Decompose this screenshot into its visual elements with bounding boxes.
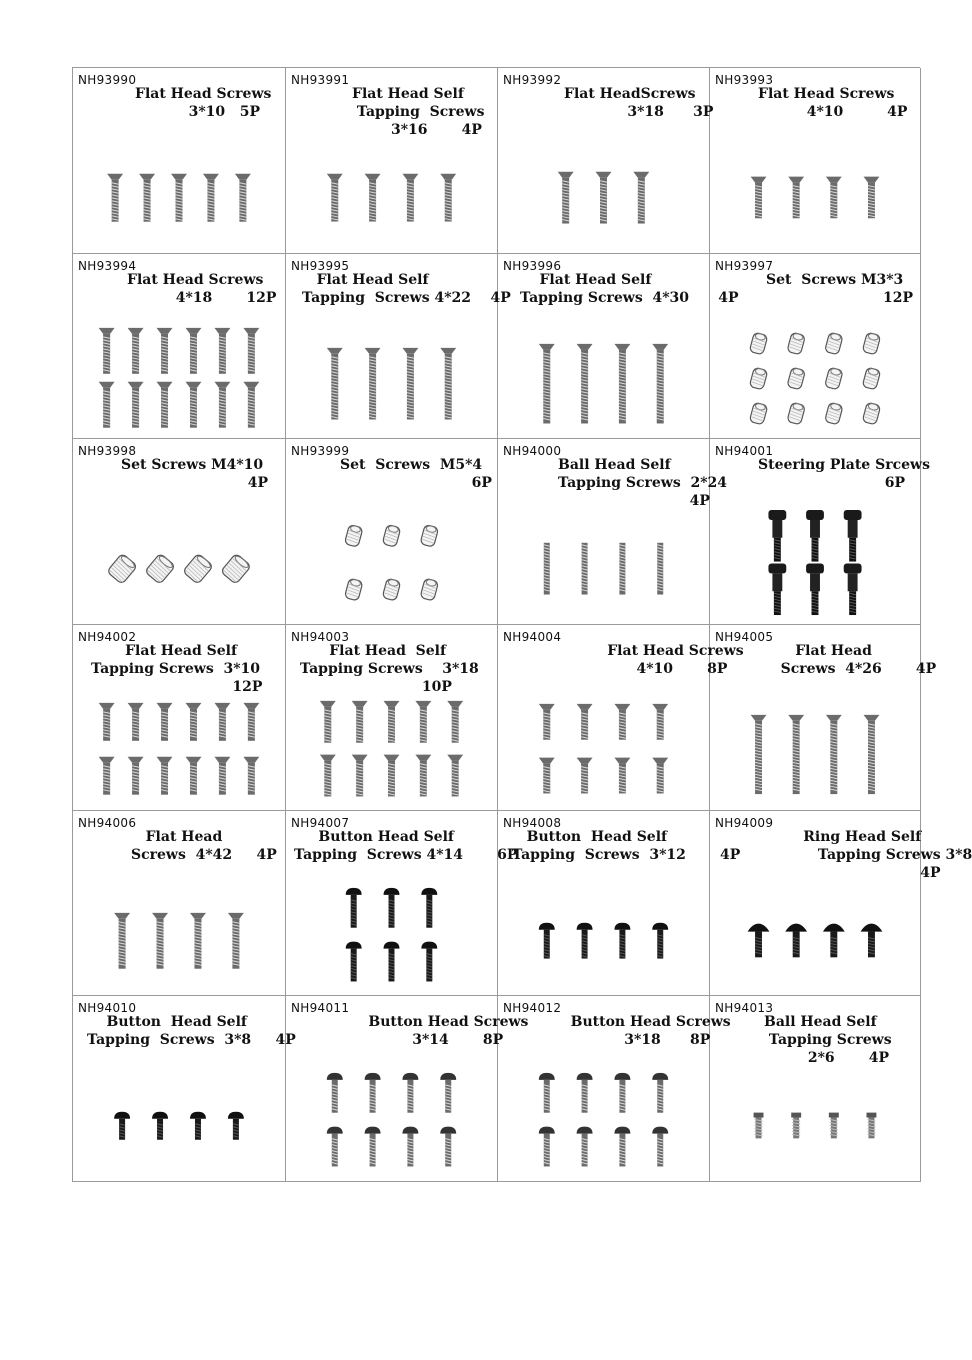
screw-icon: [327, 174, 343, 222]
part-title: Button Head Screws 3*14 8P: [368, 1014, 529, 1049]
screw-icon: [440, 347, 456, 419]
screw-icon: [787, 402, 806, 425]
screw-icon: [577, 344, 593, 424]
screw-icon: [402, 1127, 418, 1167]
screw-icon: [787, 332, 806, 355]
screw-icon: [862, 402, 881, 425]
part-code: NH94000: [503, 444, 562, 459]
screw-icon: [107, 554, 138, 585]
part-code: NH93997: [715, 258, 774, 273]
screw-icon: [440, 174, 456, 222]
screw-icon: [440, 1127, 456, 1167]
screw-icon: [749, 402, 768, 425]
screw-icon: [614, 344, 630, 424]
screw-icon: [384, 701, 400, 743]
part-cell: [73, 996, 296, 1182]
part-code: NH94012: [503, 1001, 562, 1016]
screw-icon: [384, 888, 400, 928]
part-title: Set Screws M5*4 6P: [340, 457, 492, 492]
screw-icon: [139, 174, 155, 222]
screw-icon: [214, 703, 230, 741]
part-cell: [286, 996, 529, 1182]
part-cell: [710, 439, 930, 625]
part-title: Flat Head Self Tapping Screws 3*18 10P: [300, 643, 479, 695]
part-code: NH94011: [291, 1001, 350, 1016]
screw-icon: [577, 704, 593, 740]
screw-icon: [862, 367, 881, 390]
screw-icon: [243, 703, 259, 741]
screw-icon: [402, 347, 418, 419]
part-cell: [73, 625, 286, 811]
screw-icon: [344, 525, 363, 548]
screw-icon: [421, 888, 437, 928]
part-cell: [710, 254, 921, 440]
screw-icon: [577, 1127, 593, 1167]
screw-icon: [190, 912, 206, 968]
part-cell: [73, 439, 286, 625]
screw-icon: [99, 703, 115, 741]
screw-icon: [152, 1112, 168, 1140]
part-code: NH94004: [503, 630, 562, 644]
screw-icon: [235, 174, 251, 222]
screw-icon: [826, 715, 842, 794]
screw-icon: [844, 510, 862, 562]
screw-icon: [862, 332, 881, 355]
screw-icon: [768, 510, 786, 562]
screw-icon: [861, 923, 883, 957]
screw-icon: [128, 703, 144, 741]
screw-icon: [619, 543, 625, 595]
part-title: Button Head Self Tapping Screws 3*12 4P: [512, 828, 741, 863]
screw-icon: [577, 1073, 593, 1113]
screw-icon: [539, 758, 555, 794]
screw-icon: [228, 912, 244, 968]
part-cell: [498, 439, 728, 625]
part-cell: [286, 68, 498, 254]
part-title: Flat Head Screws 4*10 4P: [758, 86, 908, 120]
screw-icon: [157, 381, 173, 427]
part-title: Flat Head Self Tapping Screws 4*30 4P: [520, 271, 739, 306]
screw-icon: [652, 1073, 668, 1113]
screw-icon: [420, 525, 439, 548]
part-code: NH93993: [715, 73, 774, 87]
part-title: Flat Head Self Tapping Screws 3*10 12P: [91, 643, 263, 695]
part-cell: [498, 811, 741, 997]
part-title: Button Head Screws 3*18 8P: [570, 1014, 731, 1049]
screw-icon: [352, 755, 368, 797]
part-cell: [498, 254, 739, 440]
part-title: Ring Head Self Tapping Screws 3*8 4P: [803, 828, 972, 881]
screw-icon: [420, 578, 439, 601]
screw-icon: [214, 381, 230, 427]
part-title: Ball Head Self Tapping Screws 2*24 4P: [558, 457, 728, 510]
part-code: NH93992: [503, 73, 562, 87]
screw-icon: [145, 554, 176, 585]
screw-icon: [864, 715, 880, 794]
screw-icon: [365, 1127, 381, 1167]
screw-icon: [447, 701, 463, 743]
screw-icon: [157, 703, 173, 741]
part-code: NH94010: [78, 1001, 137, 1016]
screw-icon: [352, 701, 368, 743]
screw-icon: [440, 1073, 456, 1113]
screw-icon: [214, 757, 230, 795]
screw-icon: [823, 923, 845, 957]
part-code: NH94002: [78, 630, 137, 644]
screw-icon: [185, 757, 201, 795]
screw-icon: [415, 701, 431, 743]
part-cell: [286, 811, 518, 997]
part-code: NH94008: [503, 815, 562, 830]
screw-icon: [652, 344, 668, 424]
part-title: Set Screws M4*10 4P: [121, 457, 268, 492]
screw-icon: [544, 543, 550, 595]
part-code: NH93990: [78, 73, 137, 87]
screw-icon: [107, 174, 123, 222]
screw-icon: [320, 701, 336, 743]
screw-icon: [633, 172, 649, 224]
screw-icon: [365, 347, 381, 419]
part-title: Steering Plate Srcews 6P: [758, 457, 930, 492]
screw-icon: [114, 1112, 130, 1140]
screw-icon: [749, 367, 768, 390]
part-code: NH93999: [291, 444, 350, 459]
screw-icon: [382, 525, 401, 548]
screw-icon: [128, 381, 144, 427]
part-code: NH94003: [291, 630, 350, 644]
screw-icon: [652, 758, 668, 794]
part-title: Flat HeadScrews 3*18 3P: [564, 86, 714, 120]
screw-icon: [652, 1127, 668, 1167]
part-cell: [710, 625, 937, 811]
parts-grid: [72, 67, 972, 1182]
part-title: Set Screws M3*3 12P: [766, 271, 913, 306]
part-cell: [498, 68, 714, 254]
screw-icon: [825, 402, 844, 425]
screw-icon: [825, 367, 844, 390]
screw-icon: [577, 758, 593, 794]
screw-icon: [185, 328, 201, 374]
part-cell: [498, 996, 731, 1182]
screw-icon: [829, 1113, 839, 1139]
screw-icon: [826, 177, 842, 219]
screw-icon: [152, 912, 168, 968]
screw-icon: [157, 328, 173, 374]
part-title: Ball Head Self Tapping Screws 2*6 4P: [764, 1014, 892, 1067]
screw-icon: [99, 381, 115, 427]
part-cell: [73, 68, 286, 254]
part-title: Flat Head Self Tapping Screws 3*16 4P: [352, 86, 485, 138]
part-code: NH94009: [715, 815, 774, 830]
screw-icon: [791, 1113, 801, 1139]
part-cell: [73, 811, 286, 997]
screw-icon: [788, 177, 804, 219]
screw-icon: [365, 174, 381, 222]
screw-icon: [806, 564, 824, 616]
part-cell: [710, 811, 972, 997]
screw-icon: [421, 941, 437, 981]
part-cell: [710, 996, 921, 1182]
part-cell: [286, 625, 498, 811]
screw-icon: [751, 177, 767, 219]
part-cell: [73, 254, 286, 440]
screw-icon: [867, 1113, 877, 1139]
part-code: NH93996: [503, 258, 562, 273]
part-cell: [710, 68, 921, 254]
screw-icon: [749, 332, 768, 355]
screw-icon: [754, 1113, 764, 1139]
part-title: Flat Head Self Tapping Screws 4*22 4P: [302, 271, 511, 306]
screw-icon: [228, 1112, 244, 1140]
screw-icon: [596, 172, 612, 224]
screw-icon: [384, 941, 400, 981]
screw-icon: [415, 755, 431, 797]
part-code: NH93995: [291, 258, 350, 273]
screw-icon: [614, 922, 630, 958]
screw-icon: [402, 1073, 418, 1113]
part-cell: [498, 625, 744, 811]
screw-icon: [243, 381, 259, 427]
screw-icon: [539, 1073, 555, 1113]
part-code: NH94013: [715, 1001, 774, 1016]
part-cell: [286, 254, 511, 440]
screw-icon: [785, 923, 807, 957]
screw-icon: [539, 922, 555, 958]
part-title: Flat Head Screws 4*10 8P: [607, 643, 744, 677]
screw-icon: [577, 922, 593, 958]
screw-icon: [327, 1073, 343, 1113]
screw-icon: [157, 757, 173, 795]
screw-icon: [768, 564, 786, 616]
screw-icon: [346, 941, 362, 981]
part-title: Flat Head Screws 3*10 5P: [135, 86, 272, 120]
screw-icon: [171, 174, 187, 222]
screw-icon: [243, 757, 259, 795]
screw-icon: [657, 543, 663, 595]
screw-icon: [320, 755, 336, 797]
screw-icon: [221, 554, 252, 585]
screw-icon: [614, 704, 630, 740]
screw-icon: [402, 174, 418, 222]
screw-icon: [382, 578, 401, 601]
screw-icon: [203, 174, 219, 222]
part-code: NH93994: [78, 258, 137, 273]
screw-icon: [558, 172, 574, 224]
screw-icon: [384, 755, 400, 797]
screw-icon: [539, 704, 555, 740]
screw-icon: [344, 578, 363, 601]
part-title: Button Head Self Tapping Screws 3*8 4P: [87, 1014, 296, 1049]
screw-icon: [614, 758, 630, 794]
screw-icon: [99, 757, 115, 795]
part-code: NH94007: [291, 815, 350, 830]
screw-icon: [365, 1073, 381, 1113]
screw-icon: [748, 923, 770, 957]
screw-icon: [539, 1127, 555, 1167]
screw-icon: [614, 1073, 630, 1113]
screw-icon: [327, 1127, 343, 1167]
screw-icon: [183, 554, 214, 585]
screw-icon: [99, 328, 115, 374]
part-code: NH94001: [715, 444, 774, 459]
screw-icon: [128, 757, 144, 795]
screw-icon: [114, 912, 130, 968]
screw-icon: [190, 1112, 206, 1140]
screw-icon: [614, 1127, 630, 1167]
screw-icon: [185, 703, 201, 741]
part-code: NH94006: [78, 815, 137, 830]
screw-icon: [751, 715, 767, 794]
screw-icon: [825, 332, 844, 355]
part-title: Flat Head Screws 4*18 12P: [127, 271, 277, 306]
screw-icon: [788, 715, 804, 794]
screw-icon: [185, 381, 201, 427]
part-cell: [286, 439, 498, 625]
screw-icon: [582, 543, 588, 595]
screw-icon: [447, 755, 463, 797]
screw-icon: [844, 564, 862, 616]
screw-icon: [327, 347, 343, 419]
screw-icon: [806, 510, 824, 562]
part-title: Flat Head Screws 4*26 4P: [780, 643, 937, 677]
screw-icon: [539, 344, 555, 424]
screw-icon: [243, 328, 259, 374]
part-title: Flat Head Screws 4*42 4P: [131, 828, 277, 863]
screw-icon: [787, 367, 806, 390]
screw-icon: [128, 328, 144, 374]
screw-icon: [214, 328, 230, 374]
screw-icon: [652, 704, 668, 740]
screw-icon: [652, 922, 668, 958]
screw-icon: [346, 888, 362, 928]
part-code: NH94005: [715, 630, 774, 644]
part-code: NH93991: [291, 73, 350, 87]
screw-icon: [864, 177, 880, 219]
part-code: NH93998: [78, 444, 137, 459]
part-title: Button Head Self Tapping Screws 4*14 6P: [294, 828, 518, 863]
